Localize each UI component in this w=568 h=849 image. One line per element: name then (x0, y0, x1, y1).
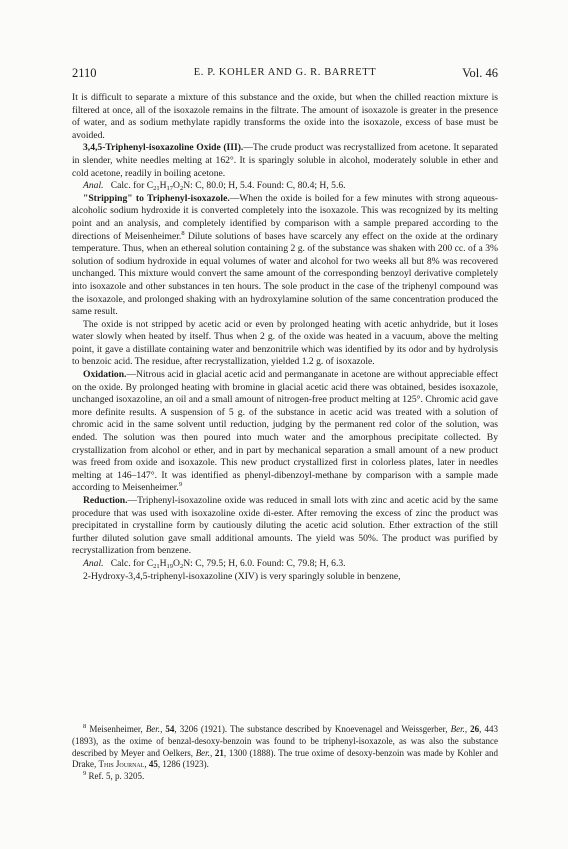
section-heading: Oxidation. (83, 369, 127, 381)
analysis-line: Anal. Calc. for $C_{21}H_{19}O_2N$: C, 79.5; H, 6.0. Found: C, 79.8; H, 6.3. (83, 557, 346, 570)
paragraph: Oxidation.—Nitrous acid in glacial acetic acid and permanganate in acetone are without appreciable effect on the oxide. By prolonged heating with bromine in glacial acetic acid there was obtained, besides isoxazole, unchanged isoxazoline, an oil and a small amount of nitrogen-free product melting at 125°. Chromic acid gave more definite results. A suspension of 5 g. of the substance in acetic acid was treated with a solution of chromic acid in the same solvent until reduction, judging by the permanent red color of the solution, was ended. The solution was then poured into much water and the amorphous precipitate collected. By crystallization from alcohol or ether, and in part by mechanical separation a small amount of a new product was freed from oxide and isoxazole. This new product crystallized first in colorless plates, later in needles melting at 146–147°. It was identified as phenyl-dibenzoyl-methane by comparison with a sample made according to Meisenheimer.$^9$ (72, 369, 498, 494)
volume-number: Vol. 46 (462, 66, 498, 80)
article-body (72, 92, 498, 583)
page-number: 2110 (72, 66, 97, 80)
footnote-ref: 8 (181, 229, 185, 237)
paragraph: Reduction.—Triphenyl-isoxazoline oxide was reduced in small lots with zinc and acetic acid by the same procedure that was used with isoxazoline oxide di-ester. After removing the excess of zinc the product was precipitated in crystalline form by cautiously diluting the acetic acid solution. Ether extraction of the still further diluted solution gave small additional amounts. The yield was 50%. The product was purified by recrystallization from benzene. (72, 495, 498, 557)
paragraph: 2-Hydroxy-3,4,5-triphenyl-isoxazoline (XIV) is very sparingly soluble in benzene, (83, 570, 401, 582)
paragraph: The oxide is not stripped by acetic acid or even by prolonged heating with acetic anhydride, but it loses water slowly when heated by itself. Thus when 2 g. of the oxide was heated in a vacuum, above the melting point, it gave a distillate containing water and benzonitrile which was identified by its odor and by hydrolysis to benzoic acid. The residue, after recrystallization, yielded 1.2 g. of isoxazole. (72, 318, 498, 368)
section-heading: 3,4,5-Triphenyl-isoxazoline Oxide (III). (83, 142, 244, 154)
paragraph: "Stripping" to Triphenyl-isoxazole.—When the oxide is boiled for a few minutes with strong aqueous-alcoholic sodium hydroxide it is converted completely into the isoxazole. This was recognized by its melting point and an analysis, and completely identified by comparison with a sample prepared according to the directions of Meisenheimer.$^8$ Dilute solutions of bases have scarcely any effect on the oxide at the ordinary temperature. Thus, when an ethereal solution containing 2 g. of the substance was shaken with 200 cc. of a 3% solution of sodium hydroxide in equal volumes of water and alcohol for two weeks all but 8% was recovered unchanged. This mixture would convert the same amount of the corresponding benzoyl derivative completely into isoxazole and other substances in ten hours. The sole product in the case of the triphenyl compound was the isoxazole, and prolonged shaking with an hydroxylamine solution of the same concentration produced the same result. (72, 192, 499, 318)
section-heading: "Stripping" to Triphenyl-isoxazole. (83, 192, 230, 204)
footnote-9: $^9$ Ref. 5, p. 3205. (83, 770, 145, 782)
paragraph: It is difficult to separate a mixture of this substance and the oxide, but when the chilled reaction mixture is filtered at once, all of the isoxazole remains in the filtrate. The amount of isoxazole is greater in the presence of water, and as sodium methylate rapidly transforms the oxide into the isoxazole, excess of base must be avoided. (72, 92, 498, 141)
footnotes (72, 724, 498, 783)
paragraph: 3,4,5-Triphenyl-isoxazoline Oxide (III).—The crude product was recrystallized from acetone. It separated in slender, white needles melting at 162°. It is sparingly soluble in alcohol, moderately soluble in ether and cold acetone, readily in boiling acetone. (72, 142, 498, 179)
footnote-ref: 9 (178, 481, 183, 489)
section-heading: Reduction. (83, 495, 128, 506)
running-authors: E. P. KOHLER AND G. R. BARRETT (193, 67, 377, 78)
running-header (72, 66, 498, 82)
footnote-8: $^8$ Meisenheimer, Ber., 54, 3206 (1921). The substance described by Knoevenagel and Weissgerber, Ber., 26, 443 (1893), as the oxime of benzal-desoxy-benzoin was found to be triphenyl-isoxazole, as was also the substance described by Meyer and Oelkers, Ber., 21, 1300 (1888). The true oxime of desoxy-benzoin was made by Kohler and Drake, This Journal, 45, 1286 (1923). (72, 723, 499, 770)
analysis-line: Anal. Calc. for $C_{21}H_{17}O_2N$: C, 80.0; H, 5.4. Found: C, 80.4; H, 5.6. (83, 180, 346, 193)
